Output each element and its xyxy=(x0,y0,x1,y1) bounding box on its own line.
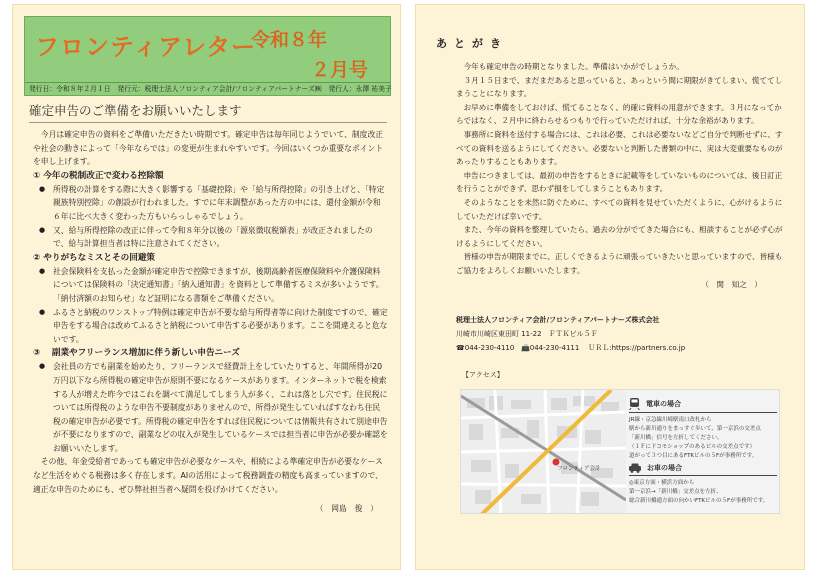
train-line: 「新川橋」信号を左折してください。 xyxy=(629,435,723,441)
issue-year: 令和８年 xyxy=(251,29,328,51)
publication-meta: 発行日：令和８年２月１日 発行元：税理士法人フロンティア会計/フロンティアパートナーズ㈱ 発行人：永澤 祐美子 xyxy=(25,82,390,95)
train-line: 道がって３つ目にあるFTKビルの５Fが事務所です。 xyxy=(629,453,758,459)
car-line: ◎東京方面・横浜方面から xyxy=(629,480,695,486)
newsletter-front-page xyxy=(12,4,401,570)
article-closing: その他、年金受給者であっても確定申告が必要なケースや、相続による準確定申告が必要なケースなど生活をめぐる税務は多く存在します。AIの活用によって税務調査の精度も高まっていますので、適正な申告のためにも、ぜひ弊社担当者へ疑問を投げかけてください。 xyxy=(33,457,383,494)
afterword-title: あとがき xyxy=(436,37,508,50)
car-line: 第一京浜→「新川橋」交差点を左折、 xyxy=(629,489,722,495)
masthead xyxy=(24,16,391,96)
afterword-paragraph: 事務所に資料を送付する場合には、これは必要、これは必要ないなどご自分で判断せずに、すべての資料を送るようにしてください。必要ないと判断した書類の中に、実は大変重要なものがあったりすることもあります。 xyxy=(456,129,783,167)
access-map-panel xyxy=(460,389,780,514)
afterword-paragraph: お早めに準備をしておけば、慌てることなく、的確に資料の用意ができます。３月になってからではなく、２月中に終わらせるつもりで行っていただければ、十分な余裕があります。 xyxy=(456,102,782,126)
car-line: 総合新川橋通方面の向かいFTKビルの５Fが事務所です。 xyxy=(629,498,769,504)
afterword-paragraph: 今年も確定申告の時期となりました。準備はいかがでしょうか。 xyxy=(463,62,684,71)
afterword-paragraph: また、今年の資料を整理していたら、過去の分がでてきた場合にも、相談することが必ず心がけるようにしてください。 xyxy=(456,225,783,248)
afterword-paragraph: そのようなことを未然に防ぐために、すべての資料を見せていただくように、心がけるようにしていただけば幸いです。 xyxy=(456,197,783,221)
afterword-body xyxy=(456,60,786,291)
article-title: 確定申告のご準備をお願いいたします xyxy=(29,101,387,123)
map-office-label: フロンティア会計 xyxy=(557,466,601,472)
bullet-item: ● 社会保険料を支払った金額が確定申告で控除できますが、後期高齢者医療保険料や介護保険料については保険料の「決定通知書」「納入通知書」を資料として準備するミスが多いようです。「納付済額のお知らせ」など証明になる書類をご準備ください。 xyxy=(33,265,388,306)
bullet-item: ● ふるさと納税のワンストップ特例は確定申告が不要な給与所得者等に向けた制度ですので、確定申告をする場合は改めてふるさと納税について申告する必要があります。ここを間違えると危ないです。 xyxy=(33,306,388,347)
bullet-item: ● 所得税の計算をする際に大きく影響する「基礎控除」や「給与所得控除」の引き上げと、「特定親族特別控除」の創設が行われました。すでに年末調整があった方の中には、還付金額が令和６年に比べ大きく変わった方もいらっしゃるでしょう。 xyxy=(33,183,388,224)
train-heading xyxy=(629,398,777,413)
company-info xyxy=(456,313,786,355)
section-heading-side-jobs: ③ 副業やフリーランス増加に伴う新しい申告ニーズ xyxy=(33,348,240,359)
section-heading-tax-reform: ① 今年の税制改正で変わる控除額 xyxy=(33,170,164,181)
train-icon xyxy=(629,398,640,410)
company-tel: 044-230-4110 xyxy=(464,344,515,352)
train-line: （１Ｆにドコモショップのあるビルの交差点です） xyxy=(629,444,756,450)
company-address: 川崎市川崎区東田町 11-22 ＦＴＫビル５Ｆ xyxy=(456,330,598,338)
newsletter-back-page xyxy=(415,4,805,570)
train-line: JR線・京急線川崎駅南口改札から xyxy=(629,417,712,423)
author-signature: （ 岡島 俊 ） xyxy=(315,504,378,514)
bullet-item: ● 又、給与所得控除の改正に伴って令和８年分以後の「源泉徴収税額表」が改正されましたので、給与計算担当者は特に注意されてください。 xyxy=(33,224,388,251)
article-intro: 今月は確定申告の資料をご準備いただきたい時期です。確定申告は毎年同じようでいて、制度改正や社会の動きによって「今年ならでは」の変更が生まれやすいです。今回はいくつか重要なポイントを申し上げます。 xyxy=(33,130,384,167)
article-body xyxy=(33,128,388,516)
directions xyxy=(629,396,777,506)
phone-icon: ☎ xyxy=(456,344,465,352)
afterword-paragraph: ３月１５日まで、まだまだあると思っていると、あっという間に期限がきてしまい、慌ててしまうことになります。 xyxy=(456,75,783,99)
train-line: 駅から新川通りをまっすぐ歩いて、第一京浜の交差点 xyxy=(629,426,761,432)
company-contact xyxy=(456,341,786,355)
company-fax: 044-230-4111 xyxy=(529,344,580,352)
street-map xyxy=(461,390,626,514)
newsletter-title: フロンティアレター xyxy=(35,33,257,61)
company-name: 税理士法人フロンティア会計/フロンティアパートナーズ株式会社 xyxy=(456,316,660,324)
train-title: 電車の場合 xyxy=(646,399,681,408)
fax-icon: 📠 xyxy=(521,344,530,352)
afterword-paragraph: 申告につきましては、最初の申告をするときに記載等をしていないものについては、後日訂正を行うことができず、思わず損をしてしまうこともあります。 xyxy=(456,170,783,194)
afterword-signature: （ 関 知之 ） xyxy=(701,279,762,289)
car-heading xyxy=(629,463,777,476)
car-icon xyxy=(629,463,641,473)
section-heading-common-mistakes: ② やりがちなミスとその回避策 xyxy=(33,252,155,263)
bullet-item: ● 会社員の方でも副業を始めたり、フリーランスで経費計上をしていたりすると、年間所得が20万円以下なら所得税の確定申告が原則不要になるケースがあります。インターネットで税を検索する人が増えた昨今ではこれを調べて満足してしまう人が多く、これは落とし穴です。住民税については所得税のような申告不要制度がありませんので、所得が発生していればすなわち住民税の確定申告が必要です。所得税の確定申告をすれば住民税については情報共有されて別途申告が不要になりますので、副業などの収入が発生しているケースでは担当者に申告が必要か確認をお願いいたします。 xyxy=(33,360,388,455)
car-title: お車の場合 xyxy=(647,463,682,472)
issue-month: ２月号 xyxy=(311,59,369,81)
afterword-paragraph: 皆様の申告が期限までに、正しくできるように頑張っていきたいと思っていますので、皆様もご協力をよろしくお願いいたします。 xyxy=(456,252,783,275)
company-url[interactable]: ＵＲＬ:https://partners.co.jp xyxy=(588,344,686,352)
access-label: 【アクセス】 xyxy=(462,371,504,379)
